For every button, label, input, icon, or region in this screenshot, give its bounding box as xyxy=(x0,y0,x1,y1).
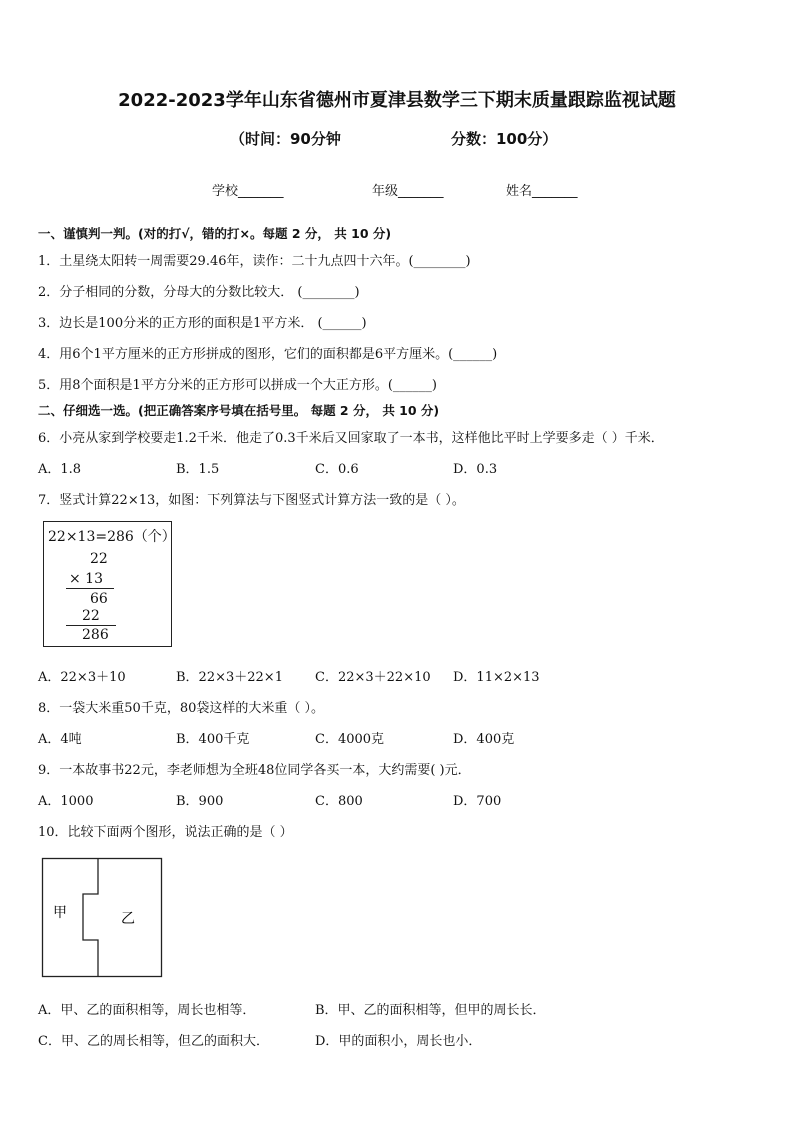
question-6: 6．小亮从家到学校要走1.2千米．他走了0.3千米后又回家取了一本书，这样他比平时上学要多走（ ）千米． xyxy=(38,431,664,446)
vertical-multiplication-figure xyxy=(43,521,176,647)
question-3: 3．边长是100分米的正方形的面积是1平方米． (______) xyxy=(38,316,367,331)
section-2-heading: 二、仔细选一选。(把正确答案序号填在括号里。 每题 2 分， 共 10 分) xyxy=(38,403,440,418)
q7-option-b[interactable]: B．22×3＋22×1 xyxy=(176,670,283,685)
shape-left-label: 甲 xyxy=(53,905,67,921)
math-partial-2: 22 xyxy=(82,608,100,624)
q8-option-b[interactable]: B．400千克 xyxy=(176,732,250,747)
exam-time: （时间：90分钟 xyxy=(230,130,341,148)
q9-option-d[interactable]: D．700 xyxy=(453,794,502,809)
q9-option-a[interactable]: A．1000 xyxy=(38,794,94,809)
q9-option-c[interactable]: C．800 xyxy=(315,794,363,809)
q7-option-d[interactable]: D．11×2×13 xyxy=(453,670,540,685)
shape-right-label: 乙 xyxy=(121,911,135,927)
section-1-heading: 一、谨慎判一判。(对的打√，错的打×。每题 2 分， 共 10 分) xyxy=(38,226,392,241)
q10-option-d[interactable]: D．甲的面积小，周长也小． xyxy=(315,1034,482,1049)
shape-comparison-figure xyxy=(41,857,165,979)
q10-option-b[interactable]: B．甲、乙的面积相等，但甲的周长长． xyxy=(315,1003,546,1018)
math-multiplier: × 13 xyxy=(69,571,103,587)
q6-option-a[interactable]: A．1.8 xyxy=(38,462,82,477)
page-title: 2022-2023学年山东省德州市夏津县数学三下期末质量跟踪监视试题 xyxy=(118,90,676,111)
school-field[interactable]: 学校_______ xyxy=(212,184,284,199)
q7-option-c[interactable]: C．22×3＋22×10 xyxy=(315,670,431,685)
q9-option-b[interactable]: B．900 xyxy=(176,794,224,809)
grade-field[interactable]: 年级_______ xyxy=(372,184,444,199)
question-10: 10．比较下面两个图形，说法正确的是（ ） xyxy=(38,825,293,840)
question-4: 4．用6个1平方厘米的正方形拼成的图形，它们的面积都是6平方厘米。(______) xyxy=(38,347,498,362)
q6-option-c[interactable]: C．0.6 xyxy=(315,462,359,477)
question-8: 8．一袋大米重50千克，80袋这样的大米重（ ）。 xyxy=(38,701,324,716)
q6-option-d[interactable]: D．0.3 xyxy=(453,462,498,477)
question-5: 5．用8个面积是1平方分米的正方形可以拼成一个大正方形。(______) xyxy=(38,378,437,393)
q8-option-a[interactable]: A．4吨 xyxy=(38,732,82,747)
q8-option-c[interactable]: C．4000克 xyxy=(315,732,385,747)
q10-option-a[interactable]: A．甲、乙的面积相等，周长也相等． xyxy=(38,1003,256,1018)
divider-line xyxy=(83,859,98,977)
q10-option-c[interactable]: C．甲、乙的周长相等，但乙的面积大． xyxy=(38,1034,269,1049)
question-1: 1．土星绕太阳转一周需要29.46年，读作：二十九点四十六年。(________) xyxy=(38,254,471,269)
q8-option-d[interactable]: D．400克 xyxy=(453,732,515,747)
math-multiplicand: 22 xyxy=(90,551,108,567)
name-field[interactable]: 姓名_______ xyxy=(506,184,578,199)
math-header: 22×13=286（个） xyxy=(48,529,176,545)
math-partial-1: 66 xyxy=(90,591,108,607)
math-rule-2 xyxy=(66,625,116,626)
math-product: 286 xyxy=(82,627,109,643)
question-7: 7．竖式计算22×13，如图：下列算法与下图竖式计算方法一致的是（ ）。 xyxy=(38,493,465,508)
exam-score: 分数：100分） xyxy=(451,130,558,148)
question-9: 9．一本故事书22元，李老师想为全班48位同学各买一本，大约需要( )元． xyxy=(38,763,471,778)
question-2: 2．分子相同的分数，分母大的分数比较大． (________) xyxy=(38,285,360,300)
math-rule-1 xyxy=(66,588,114,589)
q7-option-a[interactable]: A．22×3＋10 xyxy=(38,670,126,685)
q6-option-b[interactable]: B．1.5 xyxy=(176,462,220,477)
